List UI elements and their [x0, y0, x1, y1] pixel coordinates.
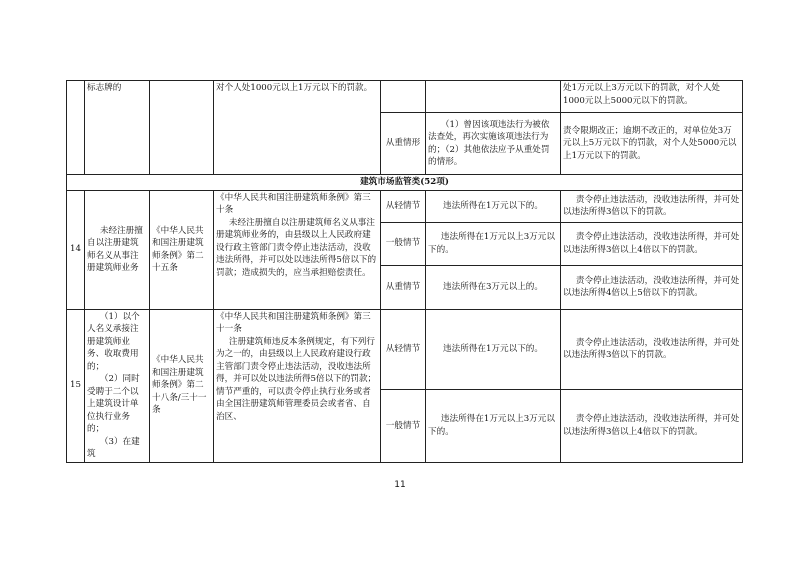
basis-cell: 《中华人民共和国注册建筑师条例》第二十五条 [150, 190, 214, 309]
circumstance-cell: （1）曾因该项违法行为被依法查处，再次实施该项违法行为的；（2）其他依法应予从重处罚的情形。 [426, 113, 561, 175]
standard-cell: 处1万元以上3万元以下的罚款，对个人处1000元以上5000元以下的罚款。 [561, 81, 743, 113]
level-cell: 一般情节 [381, 222, 426, 265]
circumstance-cell: 违法所得在1万元以上3万元以下的。 [426, 390, 561, 462]
provision-cell [214, 309, 381, 462]
level-cell: 从重情形 [381, 113, 426, 175]
basis-cell [150, 81, 214, 175]
provision-text: 注册建筑师违反本条例规定，有下列行为之一的，由县级以上人民政府建设行政主管部门责令停止违法活动，没收违法所得，并可以处以违法所得5倍以下的罚款；情节严重的，可以责令停止执行业务或者由全国注册建筑师管理委员会或者省、自治区、 [216, 336, 377, 422]
item-name-line: （3）在建筑 [87, 436, 140, 459]
circumstance-cell: 违法所得在1万元以上3万元以下的。 [426, 222, 561, 265]
circumstance-cell: 违法所得在3万元以上的。 [426, 265, 561, 309]
row-number-cell: 15 [67, 309, 85, 462]
table-row [67, 309, 743, 390]
section-header-row [67, 175, 743, 191]
item-name-cell: 未经注册擅自以注册建筑师名义从事注册建筑师业务 [85, 190, 150, 309]
table-row [67, 81, 743, 113]
provision-title: 《中华人民共和国注册建筑师条例》第三十一条 [216, 311, 371, 334]
level-cell: 从重情节 [381, 265, 426, 309]
row-number-cell [67, 81, 85, 175]
level-cell: 从轻情节 [381, 309, 426, 390]
level-cell: 一般情节 [381, 390, 426, 462]
provision-title: 《中华人民共和国注册建筑师条例》第三十条 [216, 192, 371, 215]
penalty-standards-table [66, 80, 743, 463]
circumstance-cell: 违法所得在1万元以下的。 [426, 309, 561, 390]
standard-cell: 责令停止违法活动，没收违法所得，并可处以违法所得3倍以上4倍以下的罚款。 [561, 222, 743, 265]
basis-cell: 《中华人民共和国注册建筑师条例》第二十八条/三十一条 [150, 309, 214, 462]
row-number-cell: 14 [67, 190, 85, 309]
item-name-line: （1）以个人名义承接注册建筑师业务、收取费用的； [87, 311, 140, 372]
level-cell: 从轻情节 [381, 190, 426, 222]
standard-cell: 责令停止违法活动，没收违法所得，并可处以违法所得4倍以上5倍以下的罚款。 [561, 265, 743, 309]
provision-cell [214, 190, 381, 309]
level-cell [381, 81, 426, 113]
item-name-line: （2）同时受聘于二个以上建筑设计单位执行业务的； [87, 374, 140, 434]
standard-cell: 责令限期改正；逾期不改正的，对单位处3万元以上5万元以下的罚款，对个人处5000元以上1万元以下的罚款。 [561, 113, 743, 175]
section-title: 建筑市场监管类(52项) [67, 175, 743, 191]
page-number: 11 [394, 480, 406, 490]
provision-text: 未经注册擅自以注册建筑师名义从事注册建筑师业务的，由县级以上人民政府建设行政主管部门责令停止违法活动，没收违法所得，并可以处以违法所得5倍以下的罚款；造成损失的，应当承担赔偿责任。 [216, 217, 377, 278]
item-name-cell [85, 309, 150, 462]
standard-cell: 责令停止违法活动，没收违法所得，并可处以违法所得3倍以上4倍以下的罚款。 [561, 390, 743, 462]
circumstance-cell [426, 81, 561, 113]
standard-cell: 责令停止违法活动，没收违法所得，并可处以违法所得3倍以下的罚款。 [561, 190, 743, 222]
item-name-cell: 标志牌的 [85, 81, 150, 175]
provision-cell: 对个人处1000元以上1万元以下的罚款。 [214, 81, 381, 175]
circumstance-cell: 违法所得在1万元以下的。 [426, 190, 561, 222]
table-row [67, 190, 743, 222]
standard-cell: 责令停止违法活动，没收违法所得，并可处以违法所得3倍以下的罚款。 [561, 309, 743, 390]
